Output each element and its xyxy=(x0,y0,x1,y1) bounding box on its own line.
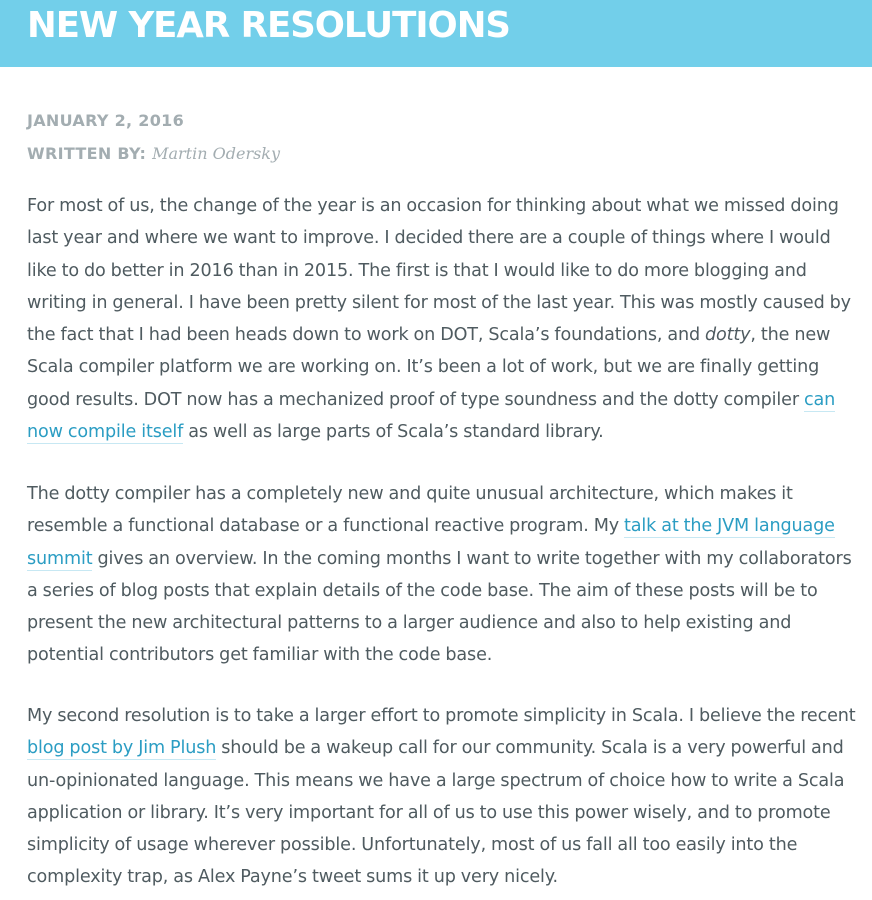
page-title: NEW YEAR RESOLUTIONS xyxy=(27,5,510,46)
author-name: Martin Odersky xyxy=(152,144,281,163)
paragraph-3-text-b: should be a wakeup call for our community. Scala is a very powerful and un-opinionated language. This means we have a large spectrum of choice how to write a Scala application or library. It’s very important for all of us to use this power wisely, and to promote simplicity of usage wherever possible. Unfortunately, most of us fall all too easily into the complexity trap, as Alex Payne’s tweet sums it up very nicely. xyxy=(27,738,845,888)
dotty-emphasis: dotty xyxy=(705,325,751,346)
article-paragraph-3 xyxy=(27,700,857,894)
jim-plush-blog-post-link[interactable]: blog post by Jim Plush xyxy=(27,738,217,759)
paragraph-2-text-b: gives an overview. In the coming months I want to write together with my collaborators a series of blog posts that explain details of the code base. The aim of these posts will be to present the new architectural patterns to a larger audience and also to help existing and potential contributors get familiar with the code base. xyxy=(27,548,852,666)
paragraph-1-text-b: , the new Scala compiler platform we are working on. It’s been a lot of work, but we are finally getting good results. DOT now has a mechanized proof of type soundness and the dotty compiler xyxy=(27,325,831,410)
title-banner xyxy=(0,0,872,67)
can-now-compile-itself-link[interactable]: can now compile itself xyxy=(27,389,836,443)
paragraph-1-text-c: as well as large parts of Scala’s standard library. xyxy=(183,422,604,443)
paragraph-3-text-a: My second resolution is to take a larger effort to promote simplicity in Scala. I believe the recent xyxy=(27,706,856,726)
article-paragraph-1 xyxy=(27,190,857,448)
paragraph-2-text-a: The dotty compiler has a completely new and quite unusual architecture, which makes it resemble a functional database or a functional reactive program. My xyxy=(27,484,793,537)
article-paragraph-2 xyxy=(27,478,857,672)
post-date: JANUARY 2, 2016 xyxy=(27,111,185,130)
post-byline xyxy=(27,144,280,164)
written-by-label: WRITTEN BY: xyxy=(27,144,147,163)
jvm-language-summit-link[interactable]: talk at the JVM language summit xyxy=(27,516,835,569)
paragraph-1-text-a: For most of us, the change of the year is an occasion for thinking about what we missed doing last year and where we want to improve. I decided there are a couple of things where I would like to do better in 2016 than in 2015. The first is that I would like to do more blogging and writing in general. I have been pretty silent for most of the last year. This was mostly caused by the fact that I had been heads down to work on DOT, Scala’s foundations, and xyxy=(27,196,851,346)
